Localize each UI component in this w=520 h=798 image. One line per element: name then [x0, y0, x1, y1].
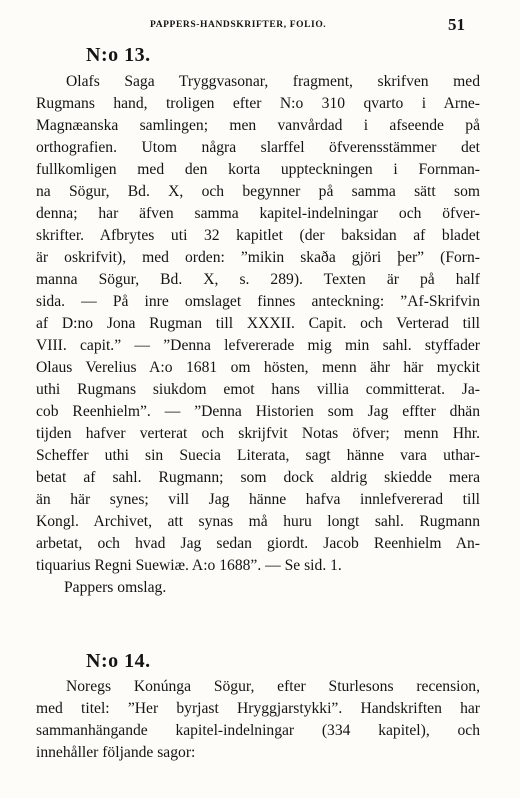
text-line: Pappers omslag. [64, 579, 167, 596]
text-line: VIII. capit.” — ”Denna lefvererade mig min sahl. styffader [36, 337, 480, 354]
text-line: arbetat, och hvad Jag sedan giordt. Jacob Reenhielm An- [36, 535, 480, 552]
text-line: manna Sögur, Bd. X, s. 289). Texten är på half [36, 271, 480, 288]
text-line: fullkomligen med den korta uppteckningen i Fornman- [36, 161, 480, 178]
text-line: är oskrifvit), med orden: ”mikin skaða gjöri þer” (Forn- [36, 249, 480, 266]
entry-heading-14: N:o 14. [86, 650, 151, 672]
text-line: uthi Rugmans siukdom emot hans villia committerat. Ja- [36, 381, 480, 398]
text-line: innehåller följande sagor: [36, 744, 196, 761]
text-line: denna; har äfven samma kapitel-indelningar och öfver- [36, 205, 480, 222]
text-line: cob Reenhielm”. — ”Denna Historien som Jag effter dhän [36, 403, 480, 420]
text-line: Kongl. Archivet, att synas må huru longt sahl. Rugmann [36, 513, 480, 530]
text-line: Scheffer uthi sin Suecia Literata, sagt hänne vara uthar- [36, 447, 480, 464]
text-line: skrifter. Afbrytes uti 32 kapitlet (der baksidan af bladet [36, 227, 480, 244]
entry-body-14 [36, 676, 480, 764]
text-line: än här synes; vill Jag hänne hafva innlefvererad till [36, 491, 480, 508]
page-number: 51 [448, 15, 465, 34]
text-line: Magnæanska samlingen; men vanvårdad i afseende på [36, 117, 480, 134]
entry-heading-13: N:o 13. [86, 44, 151, 66]
text-line: med titel: ”Her byrjast Hryggjarstykki”. Handskriften har [36, 700, 480, 717]
text-line: af D:no Jona Rugman till XXXII. Capit. och Verterad till [36, 315, 480, 332]
text-line: sida. — På inre omslaget finnes anteckning: ”Af-Skrifvin [36, 293, 480, 310]
text-line: orthografien. Utom några slarffel öfverensstämmer det [36, 139, 480, 156]
text-line: betat af sahl. Rugmann; som dock aldrig skiedde mera [36, 469, 480, 486]
text-line: na Sögur, Bd. X, och begynner på samma sätt som [36, 183, 480, 200]
text-line: sammanhängande kapitel-indelningar (334 kapitel), och [36, 722, 480, 739]
text-line: Olafs Saga Tryggvasonar, fragment, skrifven med [66, 73, 480, 90]
text-line: Rugmans hand, troligen efter N:o 310 qvarto i Arne- [36, 95, 480, 112]
text-line: Noregs Konúnga Sögur, efter Sturlesons recension, [66, 678, 480, 695]
text-line: tiquarius Regni Suewiæ. A:o 1688”. — Se sid. 1. [36, 557, 342, 574]
running-head: PAPPERS-HANDSKRIFTER, FOLIO. [150, 20, 327, 30]
text-line: tijden hafver verterat och skrijfvit Notas öfver; menn Hhr. [36, 425, 480, 442]
entry-body-13 [36, 71, 480, 599]
text-line: Olaus Verelius A:o 1681 om hösten, menn ähr här myckit [36, 359, 480, 376]
